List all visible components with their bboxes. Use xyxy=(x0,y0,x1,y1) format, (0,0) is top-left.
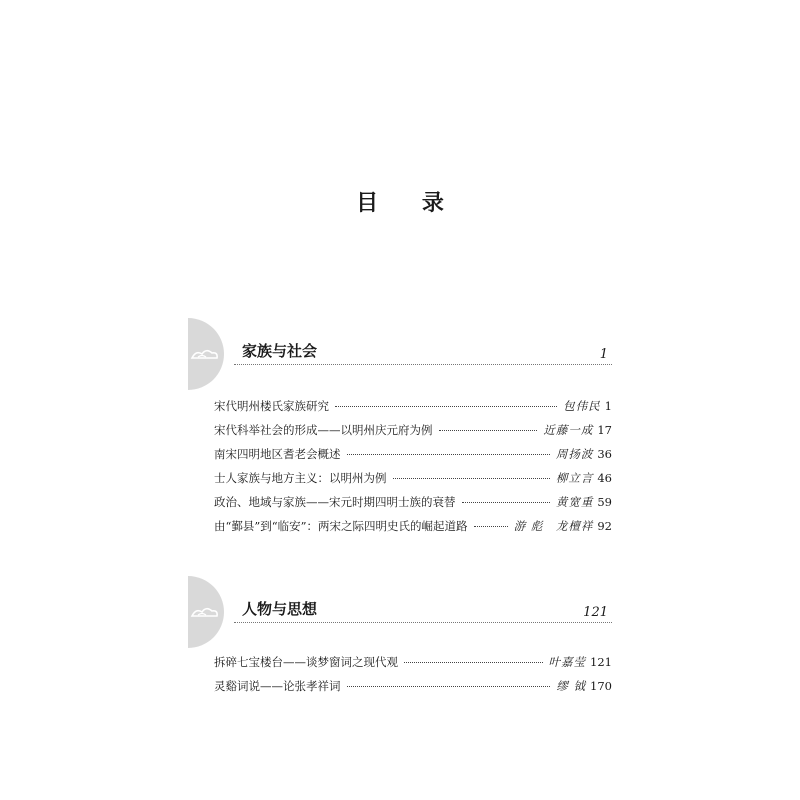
entry-author: 缪 钺 xyxy=(556,679,587,693)
dot-leader xyxy=(347,454,550,455)
section-title: 人物与思想 xyxy=(242,600,318,618)
entry-title: 由“鄞县”到“临安”：两宋之际四明史氏的崛起道路 xyxy=(214,519,468,533)
entry-author: 柳立言 xyxy=(555,471,594,485)
section-header xyxy=(234,598,612,623)
entry-page: 59 xyxy=(597,495,612,509)
toc-entry[interactable] xyxy=(214,654,612,678)
entry-author: 黄宽重 xyxy=(555,495,594,509)
toc-entry[interactable] xyxy=(214,494,612,518)
cloud-emblem-icon xyxy=(188,576,224,648)
dot-leader xyxy=(404,662,543,663)
entry-title: 南宋四明地区耆老会概述 xyxy=(214,447,341,461)
section-title: 家族与社会 xyxy=(242,342,318,360)
entry-author: 游 彪 龙檀祥 xyxy=(513,519,594,533)
dot-leader xyxy=(474,526,508,527)
entry-page: 46 xyxy=(597,471,612,485)
section-page-number: 121 xyxy=(583,605,608,620)
toc-entry[interactable] xyxy=(214,518,612,542)
toc-entry[interactable] xyxy=(214,470,612,494)
entry-page: 1 xyxy=(604,399,612,413)
dot-leader xyxy=(393,478,550,479)
entry-author: 周扬波 xyxy=(555,447,594,461)
entry-page: 17 xyxy=(597,423,612,437)
entry-title: 士人家族与地方主义：以明州为例 xyxy=(214,471,387,485)
section-header xyxy=(234,340,612,365)
cloud-emblem-icon xyxy=(188,318,224,390)
entry-title: 灵谿词说——论张孝祥词 xyxy=(214,679,341,693)
dot-leader xyxy=(335,406,557,407)
entry-author: 叶嘉莹 xyxy=(548,655,587,669)
entry-page: 36 xyxy=(597,447,612,461)
entry-title: 宋代科举社会的形成——以明州庆元府为例 xyxy=(214,423,433,437)
entry-title: 拆碎七宝楼台——谈梦窗词之现代观 xyxy=(214,655,398,669)
entry-page: 92 xyxy=(597,519,612,533)
entry-author: 包伟民 xyxy=(563,399,601,413)
entry-author: 近藤一成 xyxy=(543,423,594,437)
toc-entry[interactable] xyxy=(214,422,612,446)
section-page-number: 1 xyxy=(599,347,608,362)
entry-page: 121 xyxy=(590,655,612,669)
dot-leader xyxy=(347,686,551,687)
toc-entry[interactable] xyxy=(214,678,612,702)
entry-title: 政治、地域与家族——宋元时期四明士族的衰替 xyxy=(214,495,456,509)
dot-leader xyxy=(462,502,550,503)
entry-title: 宋代明州楼氏家族研究 xyxy=(214,399,329,413)
toc-entry[interactable] xyxy=(214,398,612,422)
toc-entry[interactable] xyxy=(214,446,612,470)
dot-leader xyxy=(439,430,538,431)
page-title: 目 录 xyxy=(356,191,462,216)
entry-page: 170 xyxy=(590,679,612,693)
